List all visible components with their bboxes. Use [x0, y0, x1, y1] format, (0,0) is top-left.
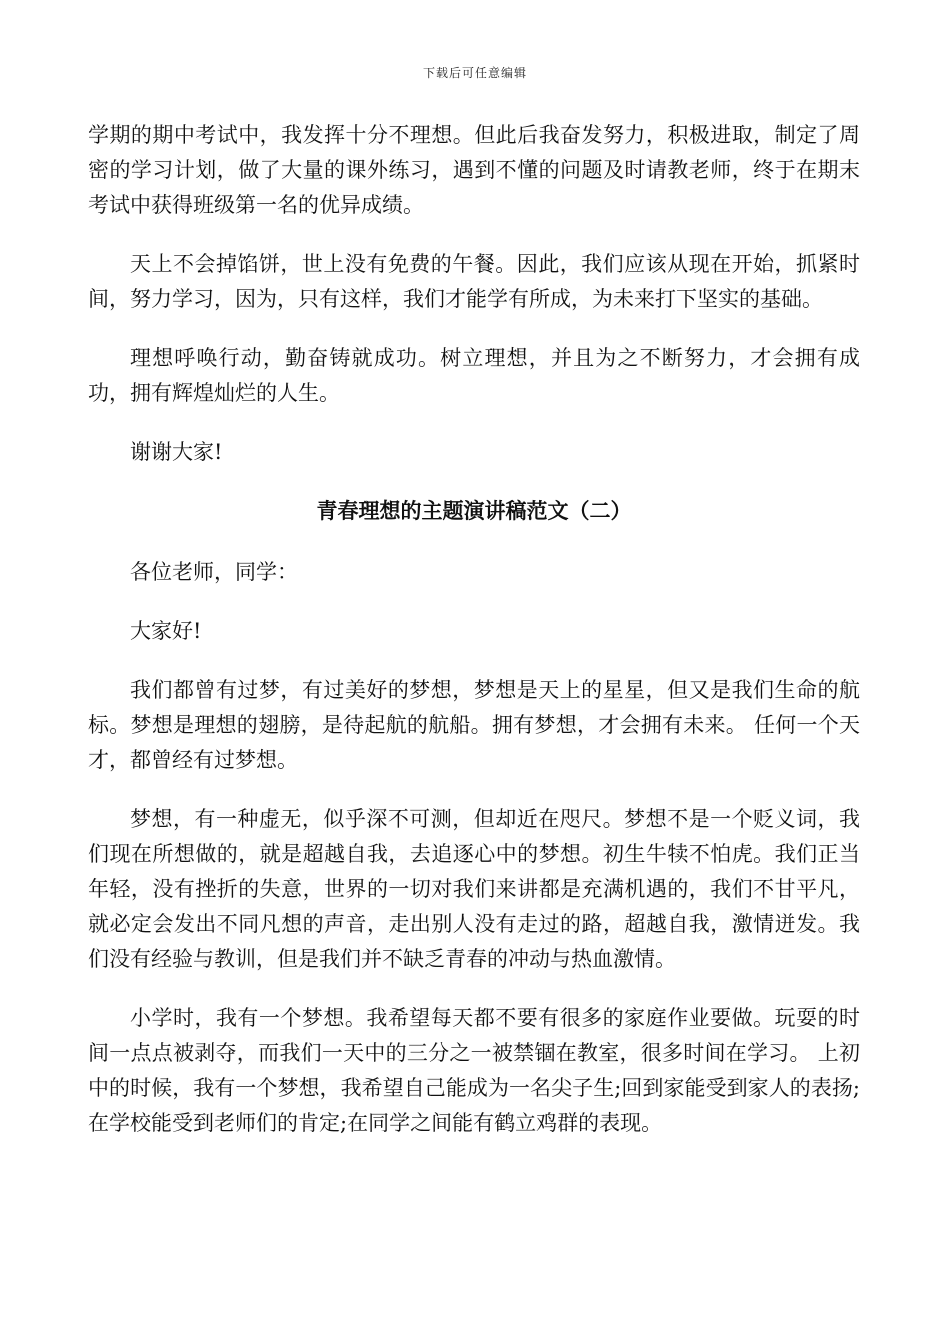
paragraph-continuation: 学期的期中考试中，我发挥十分不理想。但此后我奋发努力，积极进取，制定了周密的学习计划，做了大量的课外练习，遇到不懂的问题及时请教老师，终于在期末考试中获得班级第一名的优异成绩。	[88, 123, 860, 217]
document-body	[88, 118, 860, 1165]
paragraph: 天上不会掉馅饼，世上没有免费的午餐。因此，我们应该从现在开始，抓紧时间，努力学习，因为，只有这样，我们才能学有所成，为未来打下坚实的基础。	[88, 252, 860, 311]
page-header: 下载后可任意编辑	[422, 66, 527, 80]
paragraph-greeting: 大家好!	[130, 619, 202, 643]
paragraph-salutation: 各位老师，同学：	[130, 560, 298, 584]
paragraph: 理想呼唤行动，勤奋铸就成功。树立理想，并且为之不断努力，才会拥有成功，拥有辉煌灿烂的人生。	[88, 346, 860, 405]
paragraph-closing: 谢谢大家!	[130, 440, 223, 464]
section-title: 青春理想的主题演讲稿范文（二）	[316, 499, 632, 523]
paragraph: 我们都曾有过梦，有过美好的梦想，梦想是天上的星星，但又是我们生命的航标。梦想是理想的翅膀，是待起航的航船。拥有梦想，才会拥有未来。 任何一个天才，都曾经有过梦想。	[88, 678, 860, 772]
paragraph: 梦想，有一种虚无，似乎深不可测，但却近在咫尺。梦想不是一个贬义词，我们现在所想做的，就是超越自我，去追逐心中的梦想。初生牛犊不怕虎。我们正当年轻，没有挫折的失意，世界的一切对我们来讲都是充满机遇的，我们不甘平凡，就必定会发出不同凡想的声音，走出别人没有走过的路，超越自我，激情迸发。我们没有经验与教训，但是我们并不缺乏青春的冲动与热血激情。	[88, 807, 860, 971]
paragraph: 小学时，我有一个梦想。我希望每天都不要有很多的家庭作业要做。玩耍的时间一点点被剥夺，而我们一天中的三分之一被禁锢在教室，很多时间在学习。 上初中的时候，我有一个梦想，我希望自己能成为一名尖子生;回到家能受到家人的表扬;在学校能受到老师们的肯定;在同学之间能有鹤立鸡群的表现。	[88, 1006, 860, 1135]
